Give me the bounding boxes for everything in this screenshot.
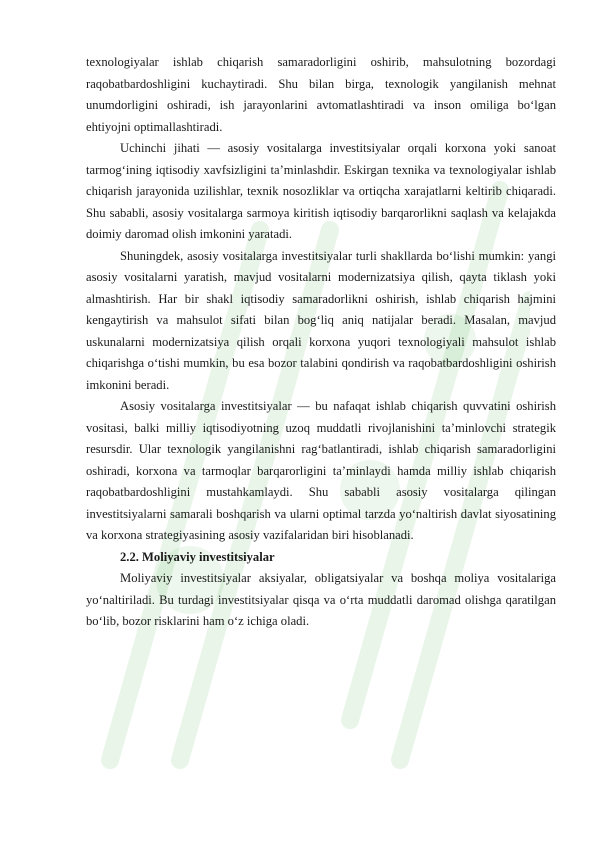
- section-heading: 2.2. Moliyaviy investitsiyalar: [120, 549, 275, 564]
- paragraph-5: Moliyaviy investitsiyalar aksiyalar, obligatsiyalar va boshqa moliya vositalariga yo‘naltiriladi. Bu turdagi investitsiyalar qisqa va o‘rta muddatli daromad olishga qaratilgan bo‘lib, bozor risklarini ham o‘z ichiga oladi.: [86, 571, 556, 628]
- document-page: [86, 52, 556, 633]
- paragraph-4: Asosiy vositalarga investitsiyalar — bu nafaqat ishlab chiqarish quvvatini oshirish vositasi, balki milliy iqtisodiyotning uzoq muddatli rivojlanishini ta’minlovchi strategik resursdir. Ular texnologik yangilanishni rag‘batlantiradi, ishlab chiqarish samaradorligini oshiradi, korxona va tarmoqlar barqarorligini ta’minlaydi hamda milliy ishlab chiqarish raqobatbardoshligini mustahkamlaydi. Shu sababli asosiy vositalarga qilingan investitsiyalarni samarali boshqarish va ularni optimal tarzda yo‘naltirish davlat siyosatining va korxona strategiyasining asosiy vazifalaridan biri hisoblanadi.: [86, 399, 556, 542]
- paragraph-1: texnologiyalar ishlab chiqarish samaradorligini oshirib, mahsulotning bozordagi raqobatbardoshligini kuchaytiradi. Shu bilan birga, texnologik yangilanish mehnat unumdorligini oshiradi, ish jarayonlarini avtomatlashtiradi va inson omiliga bo‘lgan ehtiyojni optimallashtiradi.: [86, 55, 556, 134]
- paragraph-2: Uchinchi jihati — asosiy vositalarga investitsiyalar orqali korxona yoki sanoat tarmog‘ining iqtisodiy xavfsizligini ta’minlashdir. Eskirgan texnika va texnologiyalar ishlab chiqarish jarayonida uzilishlar, texnik nosozliklar va ortiqcha xarajatlarni keltirib chiqaradi. Shu sababli, asosiy vositalarga sarmoya kiritish iqtisodiy barqarorlikni saqlash va kelajakda doimiy daromad olish imkonini yaratadi.: [86, 141, 556, 241]
- paragraph-3: Shuningdek, asosiy vositalarga investitsiyalar turli shakllarda bo‘lishi mumkin: yangi asosiy vositalarni yaratish, mavjud vositalarni modernizatsiya qilish, qayta tiklash yoki almashtirish. Har bir shakl iqtisodiy samaradorlikni oshirish, ishlab chiqarish hajmini kengaytirish va mahsulot sifati bilan bog‘liq aniq natijalar beradi. Masalan, mavjud uskunalarni modernizatsiya qilish orqali korxona yuqori texnologiyali mahsulot ishlab chiqarishga o‘tishi mumkin, bu esa bozor talabini qondirish va raqobatbardoshligini oshirish imkonini beradi.: [86, 248, 556, 392]
